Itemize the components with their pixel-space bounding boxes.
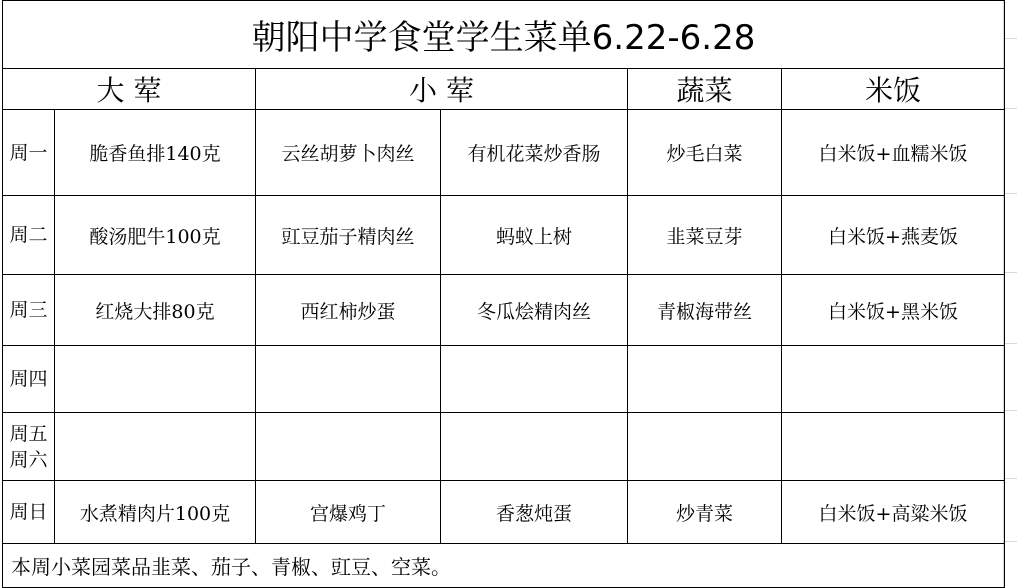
- day-label: 周日: [9, 501, 48, 523]
- vegetable-cell[interactable]: 炒毛白菜: [628, 110, 782, 196]
- rice-cell[interactable]: 白米饭+燕麦饭: [782, 196, 1005, 275]
- table-row: [3, 196, 1005, 275]
- small-dish-cell[interactable]: 蚂蚁上树: [441, 196, 628, 275]
- gridline: [1003, 193, 1017, 194]
- rice-cell[interactable]: 白米饭+黑米饭: [782, 275, 1005, 346]
- menu-table: [2, 0, 1005, 588]
- gridline: [1003, 38, 1017, 39]
- small-dish-cell[interactable]: 冬瓜烩精肉丝: [441, 275, 628, 346]
- gridline: [1003, 272, 1017, 273]
- small-dish-cell[interactable]: 云丝胡萝卜肉丝: [256, 110, 441, 196]
- footer-row: [3, 544, 1005, 588]
- day-label: 周五: [9, 422, 48, 445]
- day-label: 周三: [9, 299, 48, 321]
- gridline: [1003, 108, 1017, 109]
- column-header-vegetable[interactable]: 蔬菜: [628, 69, 782, 110]
- day-label: 周一: [9, 141, 48, 164]
- big-dish-cell[interactable]: [55, 346, 256, 413]
- gridline: [1003, 410, 1017, 411]
- big-dish-cell[interactable]: 水煮精肉片100克: [55, 481, 256, 544]
- vegetable-cell[interactable]: 青椒海带丝: [628, 275, 782, 346]
- day-label: 周六: [9, 448, 48, 471]
- gridline: [1003, 343, 1017, 344]
- big-dish-cell[interactable]: 红烧大排80克: [55, 275, 256, 346]
- day-label: 周四: [9, 368, 48, 390]
- table-row: [3, 481, 1005, 544]
- small-dish-cell[interactable]: 宫爆鸡丁: [256, 481, 441, 544]
- day-cell[interactable]: [3, 346, 55, 413]
- column-header-rice[interactable]: 米饭: [782, 69, 1005, 110]
- day-cell[interactable]: [3, 413, 55, 481]
- vegetable-cell[interactable]: 炒青菜: [628, 481, 782, 544]
- table-row: [3, 346, 1005, 413]
- rice-cell[interactable]: 白米饭+高粱米饭: [782, 481, 1005, 544]
- vegetable-cell[interactable]: [628, 346, 782, 413]
- small-dish-cell[interactable]: [441, 346, 628, 413]
- gridline: [1003, 541, 1017, 542]
- day-cell[interactable]: [3, 481, 55, 544]
- gridline: [1003, 478, 1017, 479]
- day-cell[interactable]: [3, 275, 55, 346]
- column-header-big-dish[interactable]: 大 荤: [3, 69, 256, 110]
- day-label: 周二: [9, 224, 48, 246]
- vegetable-cell[interactable]: 韭菜豆芽: [628, 196, 782, 275]
- small-dish-cell[interactable]: [441, 413, 628, 481]
- day-cell[interactable]: [3, 196, 55, 275]
- big-dish-cell[interactable]: [55, 413, 256, 481]
- small-dish-cell[interactable]: 西红柿炒蛋: [256, 275, 441, 346]
- table-row: [3, 413, 1005, 481]
- rice-cell[interactable]: [782, 413, 1005, 481]
- table-row: [3, 275, 1005, 346]
- small-dish-cell[interactable]: 香葱炖蛋: [441, 481, 628, 544]
- rice-cell[interactable]: 白米饭+血糯米饭: [782, 110, 1005, 196]
- rice-cell[interactable]: [782, 346, 1005, 413]
- title-row: [3, 1, 1005, 69]
- garden-note[interactable]: 本周小菜园菜品韭菜、茄子、青椒、豇豆、空菜。: [3, 544, 1005, 588]
- small-dish-cell[interactable]: [256, 413, 441, 481]
- day-cell[interactable]: [3, 110, 55, 196]
- menu-title[interactable]: 朝阳中学食堂学生菜单6.22-6.28: [3, 1, 1005, 69]
- vegetable-cell[interactable]: [628, 413, 782, 481]
- big-dish-cell[interactable]: 脆香鱼排140克: [55, 110, 256, 196]
- small-dish-cell[interactable]: 豇豆茄子精肉丝: [256, 196, 441, 275]
- small-dish-cell[interactable]: [256, 346, 441, 413]
- table-row: [3, 110, 1005, 196]
- column-header-small-dish[interactable]: 小 荤: [256, 69, 628, 110]
- small-dish-cell[interactable]: 有机花菜炒香肠: [441, 110, 628, 196]
- column-header-row: [3, 69, 1005, 110]
- big-dish-cell[interactable]: 酸汤肥牛100克: [55, 196, 256, 275]
